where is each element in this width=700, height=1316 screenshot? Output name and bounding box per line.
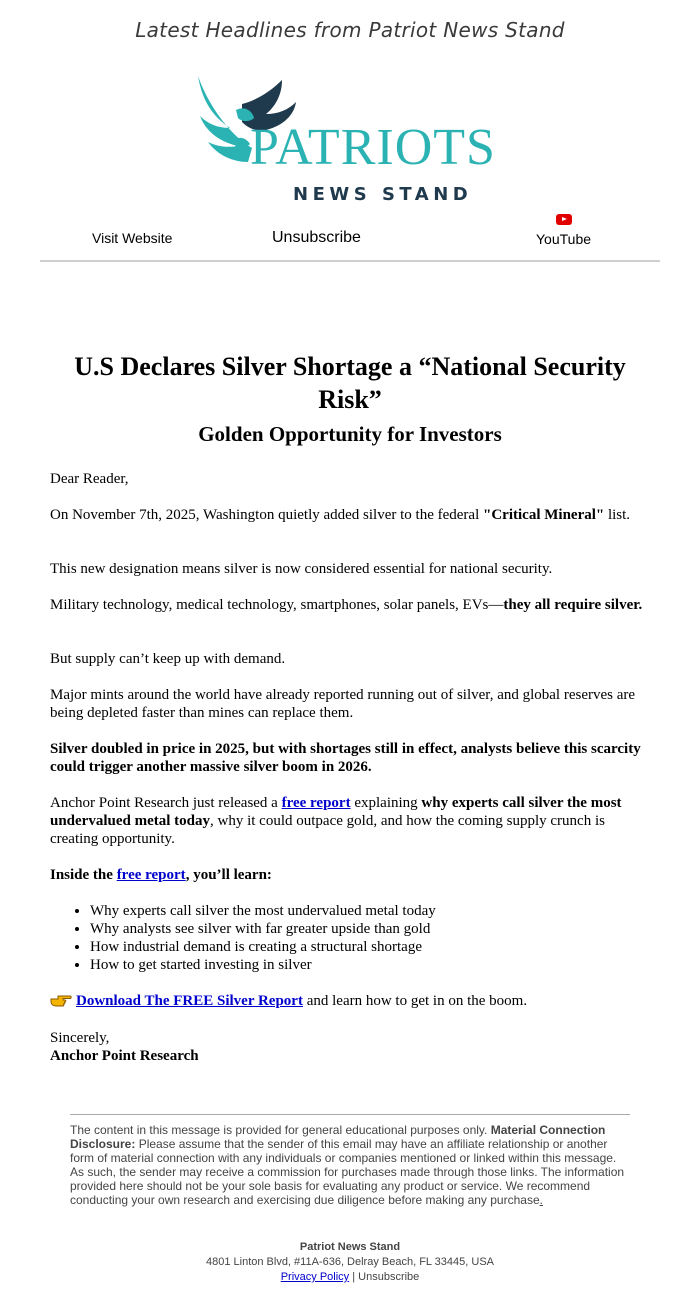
p6-bold: Silver doubled in price in 2025, but with shortages still in effect, analysts believe this scarcity could trigger another massive silver boom in 2026. xyxy=(50,741,641,775)
paragraph-report xyxy=(50,794,650,848)
eagle-icon xyxy=(190,70,520,210)
download-report-link[interactable]: Download The FREE Silver Report xyxy=(76,993,303,1009)
disclaimer-text-b: Please assume that the sender of this email may have an affiliate relationship or another form of material connection with any individuals or companies mentioned or linked within this message. As such, the sender may receive a commission for purchases made through those links. The information provided here should not be your sole basis for evaluating any product or service. We recommend conducting your own research and exercising due diligence before making any purchase xyxy=(70,1137,625,1207)
p1-text: On November 7th, 2025, Washington quietly added silver to the federal xyxy=(50,507,484,523)
footer-separator: | xyxy=(349,1271,359,1283)
download-cta xyxy=(50,992,660,1010)
p7-a: Anchor Point Research just released a xyxy=(50,795,282,811)
patriots-news-stand-logo[interactable] xyxy=(190,70,520,210)
disclaimer-end: . xyxy=(539,1193,543,1207)
header-tagline: Latest Headlines from Patriot News Stand xyxy=(135,18,565,42)
p3-text: Military technology, medical technology, smartphones, solar panels, EVs— xyxy=(50,597,504,613)
signature xyxy=(50,1047,650,1065)
disclaimer-bold: Material Connection Disclosure: xyxy=(70,1123,606,1151)
cta-text: and learn how to get in on the boom. xyxy=(302,993,528,1009)
p1-end: list. xyxy=(604,507,631,523)
footer-company: Patriot News Stand xyxy=(299,1241,401,1253)
footer xyxy=(0,1240,700,1285)
header-nav xyxy=(40,208,660,262)
paragraph-uses xyxy=(50,596,650,614)
footer-address: 4801 Linton Blvd, #11A-636, Delray Beach, FL 33445, USA xyxy=(205,1256,494,1268)
learn-list xyxy=(50,902,690,974)
p7-b: explaining xyxy=(350,795,422,811)
greeting: Dear Reader, xyxy=(50,471,129,487)
list-item: • How to get started investing in silver xyxy=(90,956,690,974)
privacy-policy-link[interactable]: Privacy Policy xyxy=(280,1271,350,1283)
paragraph-supply: But supply can’t keep up with demand. xyxy=(50,651,286,667)
article-subheadline: Golden Opportunity for Investors xyxy=(198,422,502,446)
inside-report-heading xyxy=(50,866,650,884)
footer-unsubscribe-link[interactable]: Unsubscribe xyxy=(358,1271,420,1283)
inside-a: Inside the xyxy=(50,867,117,883)
list-item: • How industrial demand is creating a structural shortage xyxy=(90,938,690,956)
disclaimer-text-a: The content in this message is provided for general educational purposes only. xyxy=(70,1123,491,1137)
signature-name: Anchor Point Research xyxy=(50,1048,199,1064)
logo-wordmark: PATRIOTS xyxy=(250,119,496,176)
logo-subtitle: NEWS STAND xyxy=(293,184,473,205)
free-report-link[interactable]: free report xyxy=(281,795,351,811)
p7-bold: why experts call silver the most undervalued metal today xyxy=(50,795,622,829)
list-item: • Why experts call silver the most undervalued metal today xyxy=(90,902,690,920)
paragraph-price xyxy=(50,740,650,776)
visit-website-link[interactable]: Visit Website xyxy=(92,230,173,246)
p7-c: , why it could outpace gold, and how the coming supply crunch is creating opportunity. xyxy=(50,813,605,847)
pointing-hand-icon xyxy=(50,992,72,1008)
paragraph-critical-mineral xyxy=(50,506,650,524)
inside-b: , you’ll learn: xyxy=(185,867,272,883)
unsubscribe-link[interactable]: Unsubscribe xyxy=(272,229,361,246)
youtube-link[interactable]: YouTube xyxy=(536,231,592,247)
signoff: Sincerely, xyxy=(50,1030,110,1046)
article-headline: U.S Declares Silver Shortage a “National Security Risk” xyxy=(74,352,626,414)
list-item: • Why analysts see silver with far greater upside than gold xyxy=(90,920,690,938)
footer-links xyxy=(0,1270,700,1285)
p1-bold: "Critical Mineral" xyxy=(483,507,605,523)
free-report-link-2[interactable]: free report xyxy=(116,867,186,883)
youtube-icon[interactable] xyxy=(556,214,572,225)
paragraph-designation: This new designation means silver is now considered essential for national security. xyxy=(50,561,553,577)
p3-bold: they all require silver. xyxy=(503,597,643,613)
disclaimer xyxy=(70,1114,630,1207)
paragraph-mints: Major mints around the world have already reported running out of silver, and global reserves are being depleted faster than mines can replace them. xyxy=(50,687,636,721)
